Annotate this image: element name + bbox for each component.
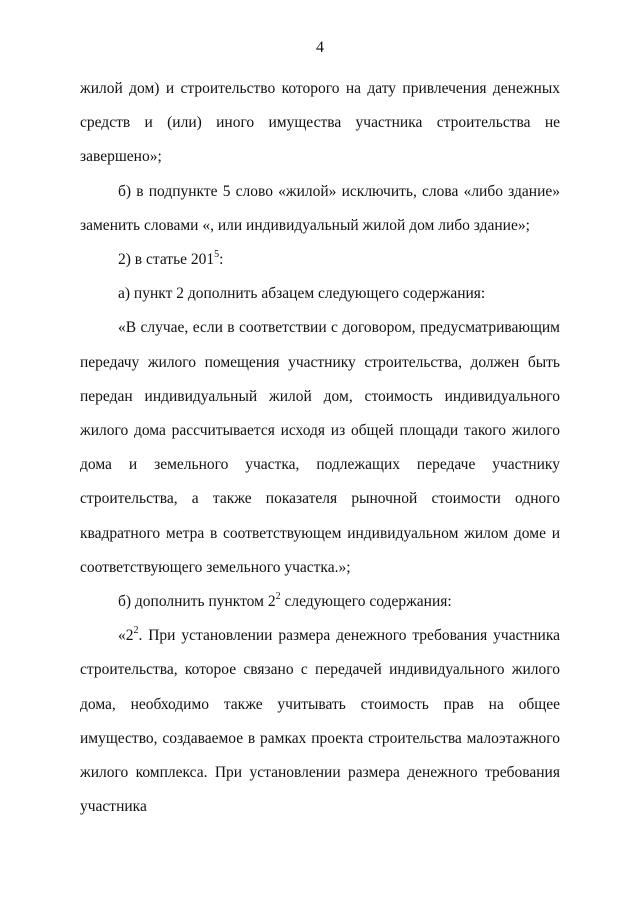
paragraph-text: б) дополнить пунктом 2 bbox=[118, 593, 276, 611]
page-number: 4 bbox=[316, 39, 324, 56]
paragraph-text: : bbox=[219, 251, 224, 269]
paragraph-text: 2) в статье 201 bbox=[118, 251, 215, 269]
paragraph-text: . При установлении размера денежного требования участника строительства, которое связано с передачей индивидуального жилого дома, необходимо также учитывать стоимость прав на общее имущество, создаваемое в рамках проекта строительства малоэтажного жилого комплекса. При установлении размера денежного требования участника bbox=[80, 627, 560, 816]
paragraph-text: «2 bbox=[118, 627, 134, 645]
paragraph-article-201-5 bbox=[80, 243, 560, 277]
paragraph-quoted-insertion: «В случае, если в соответствии с договором, предусматривающим передачу жилого помещения участнику строительства, должен быть передан индивидуальный жилой дом, стоимость индивидуального жилого дома рассчитывается исходя из общей площади такого жилого дома и земельного участка, подлежащих передаче участнику строительства, а также показателя рыночной стоимости одного квадратного метра в соответствующем индивидуальном жилом доме и соответствующего земельного участка.»; bbox=[80, 319, 560, 576]
paragraph-item-b-point-2-2 bbox=[80, 585, 560, 619]
paragraph-point-2-2-text bbox=[80, 619, 560, 824]
paragraph-text: следующего содержания: bbox=[280, 593, 452, 611]
paragraph-continuation: жилой дом) и строительство которого на дату привлечения денежных средств и (или) иного имущества участника строительства не завершено»; bbox=[80, 80, 560, 166]
paragraph-item-b-subpoint-5: б) в подпункте 5 слово «жилой» исключить, слова «либо здание» заменить словами «, или индивидуальный жилой дом либо здание»; bbox=[80, 182, 560, 234]
superscript: 2 bbox=[275, 590, 281, 602]
superscript: 2 bbox=[133, 625, 139, 637]
paragraph-item-a-point-2: а) пункт 2 дополнить абзацем следующего содержания: bbox=[118, 285, 486, 303]
document-body bbox=[80, 72, 560, 824]
superscript: 5 bbox=[214, 248, 220, 260]
